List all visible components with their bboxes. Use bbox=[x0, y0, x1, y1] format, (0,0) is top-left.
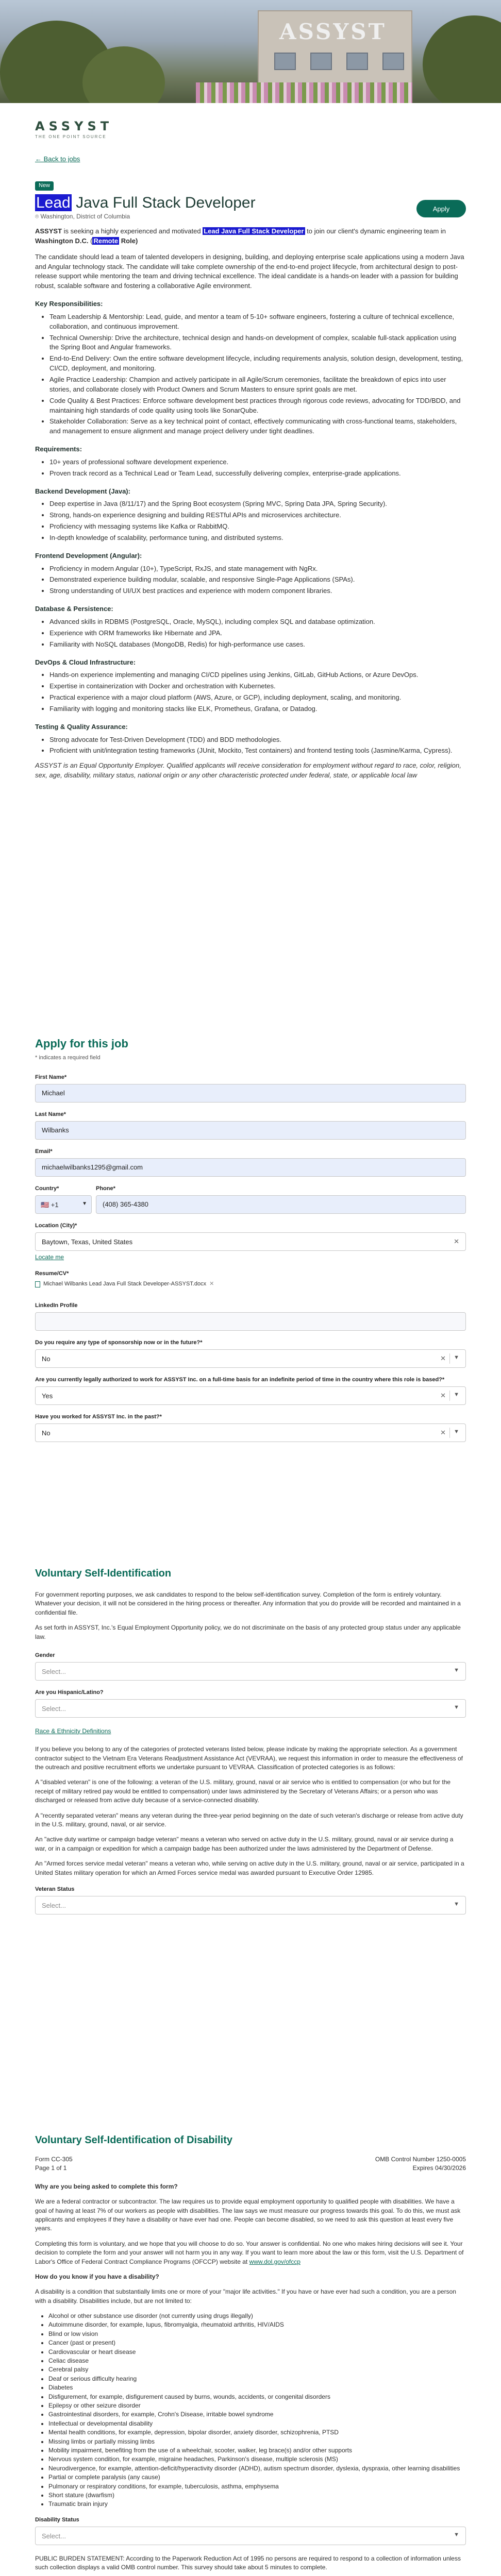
how-heading: How do you know if you have a disability? bbox=[35, 2273, 159, 2280]
linkedin-field[interactable] bbox=[35, 1312, 466, 1331]
veteran-select[interactable] bbox=[35, 1896, 466, 1914]
list-item: • Technical Ownership: Drive the architecture, technical design and hands-on development of complex, scalable full-stack application using the Spring Boot and Angular frameworks. bbox=[49, 333, 466, 353]
worked-before-label: Have you worked for ASSYST Inc. in the past?* bbox=[35, 1413, 162, 1420]
first-name-group bbox=[35, 1074, 466, 1103]
remove-file-icon[interactable]: ✕ bbox=[209, 1280, 214, 1287]
last-name-group bbox=[35, 1111, 466, 1140]
company-tagline: THE ONE POINT SOURCE bbox=[35, 134, 107, 139]
location-select[interactable] bbox=[35, 1232, 466, 1251]
list-item: • Cerebral palsy bbox=[48, 2365, 466, 2374]
apply-heading: Apply for this job bbox=[35, 1037, 128, 1050]
disability-status-select[interactable] bbox=[35, 2527, 466, 2545]
gender-placeholder: Select... bbox=[42, 1667, 66, 1675]
job-title-rest: Java Full Stack Developer bbox=[71, 194, 256, 211]
list-item: • Neurodivergence, for example, attention-deficit/hyperactivity disorder (ADHD), autism spectrum disorder, dyslexia, dyspraxia, other learning disabilities bbox=[48, 2464, 466, 2473]
list-item: • Familiarity with NoSQL databases (MongoDB, Redis) for high-performance use cases. bbox=[49, 640, 466, 650]
eeo-statement bbox=[35, 761, 466, 781]
hispanic-select[interactable] bbox=[35, 1699, 466, 1718]
list-item: • End-to-End Delivery: Own the entire software development lifecycle, including requirements analysis, solution design, development, testing, CI/CD, deployment, and monitoring. bbox=[49, 354, 466, 374]
list-item: • In-depth knowledge of scalability, performance tuning, and distributed systems. bbox=[49, 533, 466, 543]
list-item: • Missing limbs or partially missing limbs bbox=[48, 2437, 466, 2446]
sponsorship-value: No bbox=[42, 1354, 51, 1363]
country-label: Country* bbox=[35, 1185, 59, 1192]
worked-before-select[interactable] bbox=[35, 1423, 466, 1442]
authorized-group bbox=[35, 1376, 466, 1405]
list-item: • Experience with ORM frameworks like Hibernate and JPA. bbox=[49, 629, 466, 638]
close-icon[interactable]: ✕ bbox=[440, 1354, 446, 1362]
gender-label: Gender bbox=[35, 1652, 55, 1658]
chevron-down-icon: ▼ bbox=[454, 1704, 459, 1710]
disability-placeholder: Select... bbox=[42, 2532, 66, 2540]
last-name-label: Last Name* bbox=[35, 1111, 66, 1117]
vsi-paragraph: For government reporting purposes, we ask candidates to respond to the below self-identification survey. Completion of the form is entirely voluntary. Whatever your decision, it will not be considered in the hiring process or thereafter. Any information that you do provide will be recorded and maintained in a confidential file. bbox=[35, 1591, 461, 1616]
veteran-paragraph: If you believe you belong to any of the categories of protected veterans listed below, please indicate by making the appropriate selection. As a government contractor subject to the Vietnam Era Veterans Readjustment Assistance Act (VEVRAA), we request this information in order to measure the effectiveness of the outreach and positive recruitment efforts we undertake pursuant to VEVRAA. Classification of protected categories is as follows: bbox=[35, 1745, 463, 1771]
list-item: • Epilepsy or other seizure disorder bbox=[48, 2401, 466, 2410]
list-item: • Proficient with unit/integration testing frameworks (JUnit, Mockito, Test containers) and frontend testing tools (Jasmine/Karma, Cypress). bbox=[49, 746, 466, 756]
intro-paragraph bbox=[35, 227, 466, 246]
window bbox=[346, 53, 368, 70]
list-item: • Strong advocate for Test-Driven Development (TDD) and BDD methodologies. bbox=[49, 735, 466, 745]
company-logo: ASSYST bbox=[35, 119, 113, 133]
testing-heading: Testing & Quality Assurance: bbox=[35, 722, 128, 731]
page-number: Page 1 of 1 bbox=[35, 2164, 67, 2172]
list-item: • Agile Practice Leadership: Champion and actively participate in all Agile/Scrum ceremonies, facilitate the breakdown of epics into user stories, and collaborate closely with Product Owners and Scrum Masters to ensure sprint goals are met. bbox=[49, 375, 466, 395]
location-pin-icon: ⌾ bbox=[35, 213, 41, 220]
back-to-jobs-link[interactable]: ← Back to jobs bbox=[35, 155, 80, 163]
worked-before-value: No bbox=[42, 1429, 51, 1437]
authorized-value: Yes bbox=[42, 1392, 53, 1400]
why-text: Completing this form is voluntary, and we hope that you will choose to do so. Your answer is confidential. No one who makes hiring decisions will see it. Your decision to complete the form and your answer will not harm you in any way. If you want to learn more about the law or this form, visit the U.S. Department of Labor's Office of Federal Contract Compliance Programs (OFCCP) website at bbox=[35, 2240, 464, 2265]
job-title bbox=[35, 192, 256, 214]
divider bbox=[449, 1428, 450, 1438]
list-item: • Code Quality & Best Practices: Enforce software development best practices through rigorous code reviews, advocating for TDD/BDD, and maintaining high standards of code quality using tools like SonarQube. bbox=[49, 396, 466, 416]
resume-group bbox=[35, 1270, 466, 1289]
backend-heading: Backend Development (Java): bbox=[35, 487, 130, 495]
resume-filename: Michael Wilbanks Lead Java Full Stack Developer-ASSYST.docx bbox=[43, 1280, 207, 1287]
email-group bbox=[35, 1148, 466, 1177]
country-value: 🇺🇸 +1 bbox=[41, 1200, 59, 1209]
devops-heading: DevOps & Cloud Infrastructure: bbox=[35, 658, 136, 666]
voluntary-self-id bbox=[35, 1566, 466, 1914]
email-field[interactable] bbox=[35, 1158, 466, 1177]
why-paragraph: We are a federal contractor or subcontractor. The law requires us to provide equal employment opportunity to qualified people with disabilities. We have a goal of having at least 7% of our workers as people with disabilities. The law says we must measure our progress towards this goal. To do this, we must ask applicants and employees if they have a disability or have ever had one. People can become disabled, so we need to ask this question at least every five years. bbox=[35, 2198, 461, 2232]
veteran-paragraph: An "Armed forces service medal veteran" means a veteran who, while serving on active duty in the U.S. military, ground, naval or air service, participated in a United States military operation for which an Armed Forces service medal was awarded pursuant to Executive Order 12985. bbox=[35, 1860, 464, 1876]
list-item: • Hands-on experience implementing and managing CI/CD pipelines using Jenkins, GitLab, GitHub Actions, or Azure DevOps. bbox=[49, 670, 466, 680]
testing-list bbox=[35, 735, 466, 756]
veteran-paragraph: A "disabled veteran" is one of the following: a veteran of the U.S. military, ground, naval or air service who is entitled to compensation (or who but for the receipt of military retired pay would be entitled to compensation) under laws administered by the Secretary of Veterans Affairs; or a person who was discharged or released from active duty because of a service-connected disability. bbox=[35, 1778, 451, 1804]
list-item: • Pulmonary or respiratory conditions, for example, tuberculosis, asthma, emphysema bbox=[48, 2482, 466, 2491]
list-item: • Practical experience with a major cloud platform (AWS, Azure, or GCP), including deployment, scaling, and monitoring. bbox=[49, 693, 466, 703]
divider bbox=[449, 1353, 450, 1364]
location-value: Baytown, Texas, United States bbox=[42, 1238, 133, 1246]
linkedin-group bbox=[35, 1302, 466, 1331]
location-group bbox=[35, 1222, 466, 1262]
intro-role: Role) bbox=[119, 236, 138, 245]
list-item: • Autoimmune disorder, for example, lupus, fibromyalgia, rheumatoid arthritis, HIV/AIDS bbox=[48, 2320, 466, 2329]
apply-button[interactable]: Apply bbox=[416, 200, 466, 217]
linkedin-label: LinkedIn Profile bbox=[35, 1302, 78, 1309]
list-item: • Proficiency in modern Angular (10+), TypeScript, RxJS, and state management with NgRx. bbox=[49, 564, 466, 574]
list-item: • Strong understanding of UI/UX best practices and experience with modern component libraries. bbox=[49, 586, 466, 596]
first-name-field[interactable] bbox=[35, 1084, 466, 1103]
close-icon[interactable]: ✕ bbox=[440, 1428, 446, 1436]
eeo-text: ASSYST is an Equal Opportunity Employer. Qualified applicants will receive consideration for employment without regard to race, color, religion, sex, age, disability, military status, national origin or any other characteristic protected under federal, state, or applicable local law bbox=[35, 761, 461, 779]
list-item: • Disfigurement, for example, disfigurement caused by burns, wounds, accidents, or congenital disorders bbox=[48, 2393, 466, 2401]
authorized-select[interactable] bbox=[35, 1386, 466, 1405]
chevron-down-icon: ▼ bbox=[454, 1354, 459, 1361]
list-item: • Stakeholder Collaboration: Serve as a key technical point of contact, effectively communicating with cross-functional teams, stakeholders, and management to ensure alignment and manage project delivery under tight deadlines. bbox=[49, 417, 466, 436]
frontend-list bbox=[35, 564, 466, 597]
vsi-paragraph: As set forth in ASSYST, Inc.'s Equal Employment Opportunity policy, we do not discriminate on the basis of any protected group status under any applicable law. bbox=[35, 1624, 461, 1640]
veteran-placeholder: Select... bbox=[42, 1901, 66, 1909]
ofccp-link[interactable]: www.dol.gov/ofccp bbox=[249, 2258, 300, 2265]
list-item: • Gastrointestinal disorders, for example, Crohn's Disease, irritable bowel syndrome bbox=[48, 2410, 466, 2419]
close-icon[interactable]: ✕ bbox=[454, 1237, 459, 1245]
list-item: • Demonstrated experience building modular, scalable, and responsive Single-Page Applications (SPAs). bbox=[49, 575, 466, 585]
list-item: • Traumatic brain injury bbox=[48, 2500, 466, 2509]
intro-remote: Remote bbox=[93, 236, 119, 245]
list-item: • Deaf or serious difficulty hearing bbox=[48, 2375, 466, 2383]
disability-list bbox=[35, 2312, 466, 2509]
intro-city: Washington D.C. bbox=[35, 236, 89, 245]
building-sign: ASSYST bbox=[279, 19, 387, 44]
responsibilities-heading: Key Responsibilities: bbox=[35, 300, 103, 308]
requirements-list bbox=[35, 457, 466, 479]
veteran-paragraph: A "recently separated veteran" means any veteran during the three-year period beginning on the date of such veteran's discharge or release from active duty in the U.S. military, ground, naval, or air service. bbox=[35, 1811, 463, 1828]
list-item: • Proven track record as a Technical Lead or Team Lead, successfully delivering complex, enterprise-grade applications. bbox=[49, 469, 466, 479]
list-item: • Celiac disease bbox=[48, 2357, 466, 2365]
chevron-down-icon: ▼ bbox=[454, 1667, 459, 1673]
list-item: • Alcohol or other substance use disorder (not currently using drugs illegally) bbox=[48, 2312, 466, 2320]
authorized-label: Are you currently legally authorized to work for ASSYST Inc. on a full-time basis for an indefinite period of time in the country where this role is based?* bbox=[35, 1376, 445, 1383]
phone-label: Phone* bbox=[96, 1185, 115, 1192]
hero-image bbox=[0, 0, 501, 103]
list-item: • Familiarity with logging and monitoring stacks like ELK, Prometheus, Grafana, or Datadog. bbox=[49, 704, 466, 714]
list-item: • Blind or low vision bbox=[48, 2330, 466, 2338]
building bbox=[258, 10, 412, 88]
chevron-down-icon: ▼ bbox=[454, 1391, 459, 1398]
job-location bbox=[35, 212, 130, 221]
race-definitions-link[interactable]: Race & Ethnicity Definitions bbox=[35, 1727, 111, 1735]
disability-heading: Voluntary Self-Identification of Disability bbox=[35, 2134, 232, 2146]
list-item: • Cancer (past or present) bbox=[48, 2338, 466, 2347]
list-item: • Mobility impairment, benefiting from the use of a wheelchair, scooter, walker, leg brace(s) and/or other supports bbox=[48, 2446, 466, 2455]
phone-number-group bbox=[96, 1185, 466, 1214]
chevron-down-icon: ▼ bbox=[454, 1428, 459, 1435]
locate-me-link[interactable]: Locate me bbox=[35, 1253, 64, 1261]
disability-self-id bbox=[35, 2133, 466, 2576]
required-note: * indicates a required field bbox=[35, 1054, 101, 1061]
list-item: • 10+ years of professional software development experience. bbox=[49, 457, 466, 467]
disability-status-label: Disability Status bbox=[35, 2516, 79, 2523]
new-badge: New bbox=[35, 181, 54, 191]
why-paragraph-2 bbox=[35, 2240, 466, 2266]
window bbox=[310, 53, 332, 70]
country-select[interactable] bbox=[35, 1195, 92, 1214]
chevron-down-icon: ▼ bbox=[82, 1200, 87, 1207]
form-meta-row bbox=[35, 2164, 466, 2173]
gender-group bbox=[35, 1652, 466, 1681]
disability-status-group bbox=[35, 2516, 466, 2545]
intro-paren: ( bbox=[88, 236, 93, 245]
hispanic-label: Are you Hispanic/Latino? bbox=[35, 1689, 104, 1696]
list-item: • Mental health conditions, for example, depression, bipolar disorder, anxiety disorder, schizophrenia, PTSD bbox=[48, 2428, 466, 2437]
why-heading: Why are you being asked to complete this form? bbox=[35, 2182, 178, 2190]
burden-statement: PUBLIC BURDEN STATEMENT: According to the Paperwork Reduction Act of 1995 no persons are required to respond to a collection of information unless such collection displays a valid OMB control number. This survey should take about 5 minutes to complete. bbox=[35, 2554, 461, 2571]
first-name-label: First Name* bbox=[35, 1074, 67, 1080]
list-item: • Strong, hands-on experience designing and building RESTful APIs and microservices architecture. bbox=[49, 511, 466, 520]
sponsorship-label: Do you require any type of sponsorship now or in the future?* bbox=[35, 1339, 203, 1346]
omb-number: OMB Control Number 1250-0005 bbox=[375, 2156, 466, 2163]
phone-field[interactable] bbox=[96, 1195, 466, 1214]
list-item: • Proficiency with messaging systems like Kafka or RabbitMQ. bbox=[49, 522, 466, 532]
hispanic-placeholder: Select... bbox=[42, 1704, 66, 1713]
database-heading: Database & Persistence: bbox=[35, 605, 113, 613]
frontend-heading: Frontend Development (Angular): bbox=[35, 551, 142, 560]
document-icon bbox=[35, 1281, 40, 1287]
intro-text: is seeking a highly experienced and motivated bbox=[62, 227, 203, 235]
intro-company: ASSYST bbox=[35, 227, 62, 235]
summary-paragraph: The candidate should lead a team of talented developers in designing, building, and deploying enterprise scale applications using a modern Java and Angular technology stack. The candidate will take complete ownership of the end-to-end project lifecycle, from architectural design to post-release support while mentoring the team and driving technical excellence. The ideal candidate is a hands-on leader with a passion for building robust, scalable software and fostering a collaborative Agile environment. bbox=[35, 252, 464, 290]
list-item: • Expertise in containerization with Docker and orchestration with Kubernetes. bbox=[49, 682, 466, 691]
job-title-highlight: Lead bbox=[36, 194, 71, 211]
sponsorship-select[interactable] bbox=[35, 1349, 466, 1368]
country-group bbox=[35, 1185, 92, 1214]
list-item: • Cardiovascular or heart disease bbox=[48, 2348, 466, 2357]
list-item: • Advanced skills in RDBMS (PostgreSQL, Oracle, MySQL), including complex SQL and database optimization. bbox=[49, 617, 466, 627]
phone-group bbox=[35, 1185, 466, 1214]
list-item: • Team Leadership & Mentorship: Lead, guide, and mentor a team of 5-10+ software engineers, fostering a culture of technical excellence, collaboration, and continuous improvement. bbox=[49, 312, 466, 332]
how-paragraph: A disability is a condition that substantially limits one or more of your "major life activities." If you have or have ever had such a condition, you are a person with a disability. Disabilities include, but are not limited to: bbox=[35, 2288, 456, 2304]
backend-list bbox=[35, 499, 466, 543]
expires-date: Expires 04/30/2026 bbox=[412, 2164, 466, 2172]
tree-right bbox=[423, 15, 501, 103]
flower-bed bbox=[196, 82, 412, 103]
hispanic-group bbox=[35, 1689, 466, 1718]
veteran-label: Veteran Status bbox=[35, 1886, 75, 1892]
email-label: Email* bbox=[35, 1148, 53, 1155]
divider bbox=[449, 1391, 450, 1401]
gender-select[interactable] bbox=[35, 1662, 466, 1681]
chevron-down-icon: ▼ bbox=[454, 1901, 459, 1907]
database-list bbox=[35, 617, 466, 650]
form-number: Form CC-305 bbox=[35, 2156, 73, 2163]
responsibilities-list bbox=[35, 312, 466, 436]
list-item: • Diabetes bbox=[48, 2383, 466, 2392]
list-item: • Short stature (dwarfism) bbox=[48, 2491, 466, 2500]
list-item: • Partial or complete paralysis (any cause) bbox=[48, 2473, 466, 2482]
requirements-heading: Requirements: bbox=[35, 445, 82, 453]
location-label: Location (City)* bbox=[35, 1222, 77, 1229]
intro-highlight: Lead Java Full Stack Developer bbox=[204, 227, 304, 235]
window bbox=[274, 53, 296, 70]
last-name-field[interactable] bbox=[35, 1121, 466, 1140]
resume-label: Resume/CV* bbox=[35, 1270, 69, 1277]
job-location-text: Washington, District of Columbia bbox=[40, 213, 130, 220]
intro-text-2: to join our client's dynamic engineering team in bbox=[305, 227, 446, 235]
resume-file bbox=[35, 1280, 466, 1289]
veteran-paragraph: An "active duty wartime or campaign badge veteran" means a veteran who served on active duty in the U.S. military, ground, naval or air service during a war, or in a campaign or expedition for which a campaign badge has been authorized under the laws administered by the Department of Defense. bbox=[35, 1836, 454, 1852]
close-icon[interactable]: ✕ bbox=[440, 1391, 446, 1399]
application-form bbox=[35, 1036, 466, 1442]
job-description bbox=[35, 227, 466, 787]
veteran-group bbox=[35, 1886, 466, 1914]
list-item: • Deep expertise in Java (8/11/17) and the Spring Boot ecosystem (Spring MVC, Spring Data JPA, Spring Security). bbox=[49, 499, 466, 509]
form-meta-row bbox=[35, 2155, 466, 2164]
devops-list bbox=[35, 670, 466, 714]
sponsorship-group bbox=[35, 1339, 466, 1368]
window bbox=[382, 53, 404, 70]
vsi-heading: Voluntary Self-Identification bbox=[35, 1568, 172, 1579]
worked-before-group bbox=[35, 1413, 466, 1442]
list-item: • Nervous system condition, for example, migraine headaches, Parkinson's disease, multiple sclerosis (MS) bbox=[48, 2455, 466, 2464]
chevron-down-icon: ▼ bbox=[454, 2531, 459, 2538]
list-item: • Intellectual or developmental disability bbox=[48, 2419, 466, 2428]
